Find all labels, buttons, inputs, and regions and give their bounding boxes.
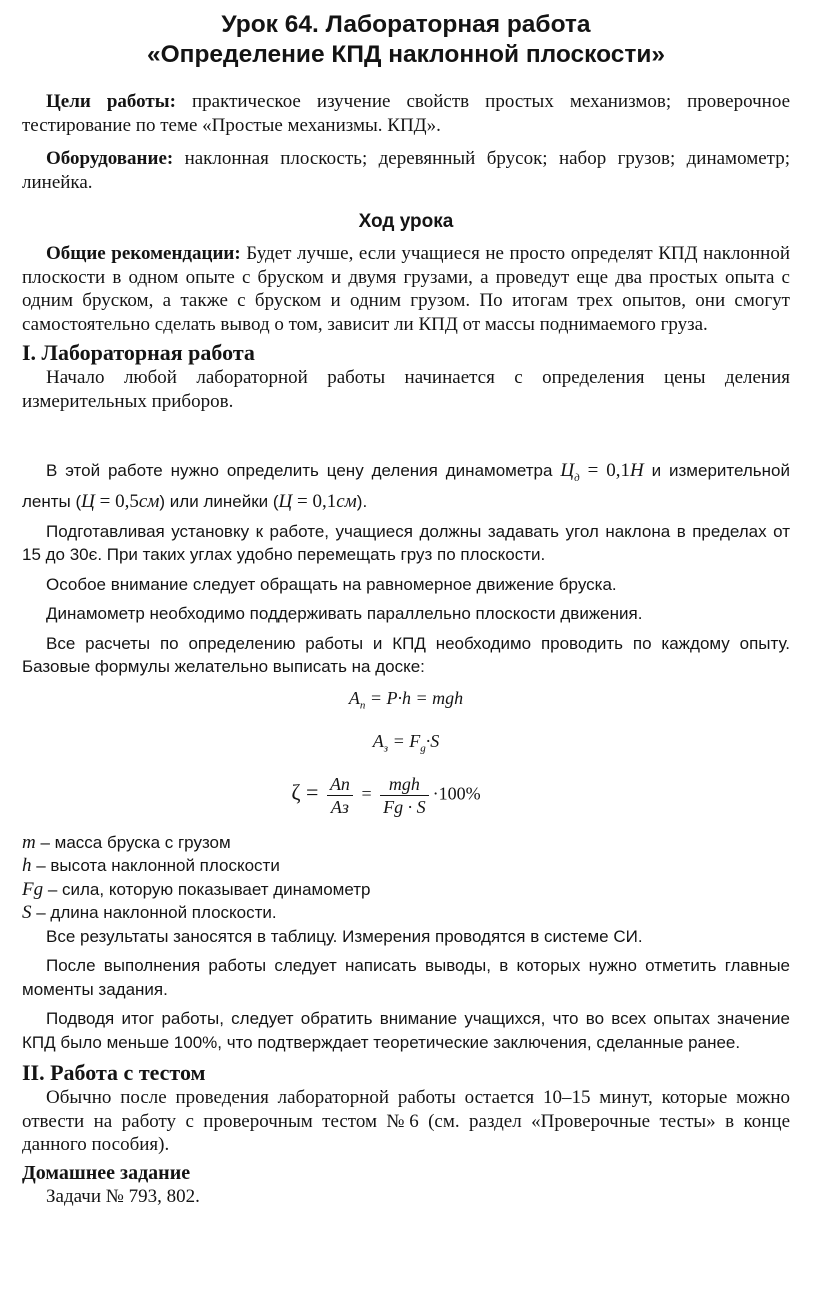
- conclusions-paragraph: После выполнения работы следует написать выводы, в которых нужно отметить главные моменты задания.: [22, 956, 790, 999]
- section-2-text: Обычно после проведения лабораторной работы остается 10–15 минут, которые можно отвести на работу с проверочным тестом №6 (см. раздел «Проверочные тесты» в конце данного пособия).: [22, 1087, 790, 1156]
- section-1-heading: I. Лабораторная работа: [22, 340, 255, 365]
- homework-text: Задачи № 793, 802.: [46, 1185, 200, 1207]
- dyn-unit: Н: [629, 460, 644, 481]
- results-paragraph: Все результаты заносятся в таблицу. Измерения проводятся в системе СИ.: [46, 926, 643, 946]
- general-label: Общие рекомендации:: [46, 243, 241, 264]
- tape-unit: см: [138, 491, 160, 513]
- p1-text-d: ).: [356, 492, 368, 512]
- title-line-2: «Определение КПД наклонной плоскости»: [146, 41, 666, 68]
- uniform-motion-paragraph: Особое внимание следует обращать на равномерное движение бруска.: [46, 574, 617, 594]
- general-recommendations: [22, 242, 790, 336]
- equipment-paragraph: [22, 147, 790, 194]
- ruler-symbol: Ц: [278, 491, 293, 513]
- tape-value: = 0,5: [94, 491, 139, 513]
- ruler-unit: см: [336, 491, 357, 513]
- dyn-value: = 0,1: [579, 460, 630, 481]
- division-value-paragraph: [22, 459, 790, 514]
- lesson-heading: Ход урока: [358, 211, 454, 232]
- ruler-value: = 0,1: [292, 491, 337, 513]
- formula-block: [22, 687, 790, 817]
- variable-legend: [22, 831, 790, 925]
- dyn-symbol: $Ц_д$: [560, 460, 580, 484]
- equipment-text: наклонная плоскость; деревянный брусок; набор грузов; динамометр; линейка.: [22, 148, 790, 193]
- legend-item: S – длина наклонной плоскости.: [22, 902, 277, 924]
- calculations-paragraph: Все расчеты по определению работы и КПД необходимо проводить по каждому опыту. Базовые формулы желательно выписать на доске:: [22, 633, 790, 677]
- goals-paragraph: [22, 90, 790, 137]
- angle-paragraph: Подготавливая установку к работе, учащиеся должны задавать угол наклона в пределах от 15 до 30є. При таких углах удобно перемещать груз по плоскости.: [22, 521, 790, 565]
- legend-item: Fg – сила, которую показывает динамометр: [22, 878, 371, 900]
- goals-label: Цели работы:: [46, 91, 176, 112]
- dynamometer-paragraph: Динамометр необходимо поддерживать параллельно плоскости движения.: [46, 604, 643, 624]
- p1-text-b: и измерительной ленты (: [22, 461, 790, 512]
- formula-total-work: $A_з = F_g\cdot S$: [372, 731, 440, 755]
- p1-text-a: В этой работе нужно определить цену деления динамометра: [46, 461, 561, 480]
- summary-paragraph: Подводя итог работы, следует обратить внимание учащихся, что во всех опытах значение КПД было меньше 100%, что подтверждает теоретические заключения, сделанные ранее.: [22, 1009, 790, 1052]
- tape-symbol: Ц: [81, 491, 95, 513]
- legend-item: m – масса бруска с грузом: [22, 831, 231, 853]
- formula-useful-work: $A_п = P\cdot h$ = mgh: [348, 687, 464, 712]
- general-text: Будет лучше, если учащиеся не просто определят КПД наклонной плоскости в одном опыте с бруском и двумя грузами, а проведут еще два простых опыта с одним бруском, а также с бруском и одним грузом. По итогам трех опытов, они смогут самостоятельно сделать вывод о том, зависит ли КПД от массы поднимаемого груза.: [22, 243, 790, 335]
- title-line-1: Урок 64. Лабораторная работа: [221, 11, 591, 38]
- p1-text-c: ) или линейки (: [159, 492, 279, 512]
- fraction-work-ratio: $\frac{Aп}{Aз}$: [327, 774, 353, 817]
- equipment-label: Оборудование:: [46, 148, 174, 169]
- homework-heading: Домашнее задание: [22, 1161, 191, 1184]
- formula-efficiency: ζ = $\frac{Aп}{Aз}$ = $\frac{\text{mgh}}{Fg \cdot S}$ ·100%: [291, 773, 481, 817]
- section-2-heading: II. Работа с тестом: [22, 1060, 206, 1086]
- page-title: [22, 10, 790, 70]
- goals-text: практическое изучение свойств простых механизмов; проверочное тестирование по теме «Простые механизмы. КПД».: [22, 91, 791, 136]
- section-1-intro: Начало любой лабораторной работы начинается с определения цены деления измерительных приборов.: [22, 367, 790, 412]
- fraction-mgh-ratio: $\frac{\text{mgh}}{Fg \cdot S}$: [380, 774, 429, 817]
- legend-item: h – высота наклонной плоскости: [22, 855, 280, 877]
